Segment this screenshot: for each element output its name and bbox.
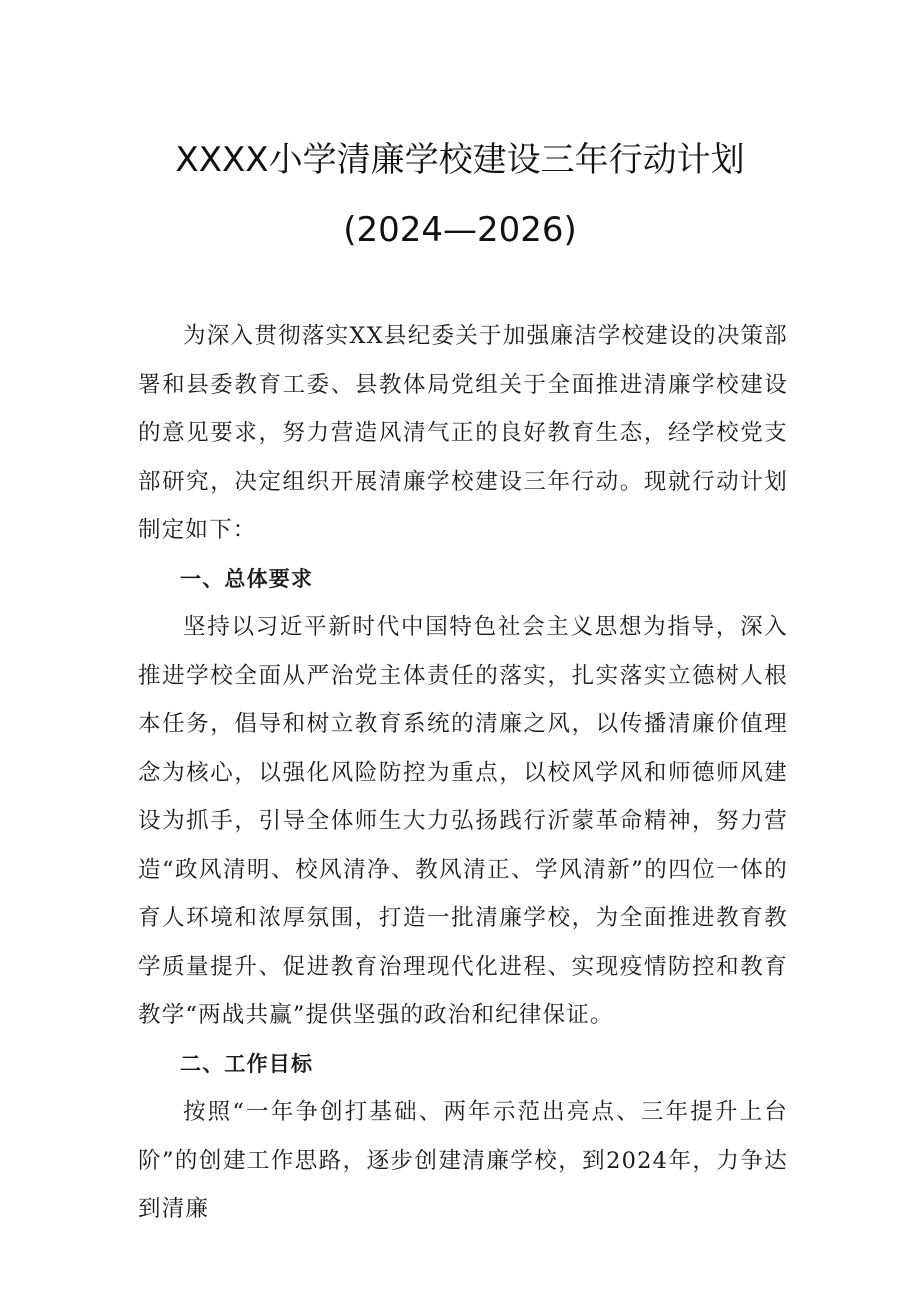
section-heading-general-requirements: 一、总体要求 (180, 566, 314, 591)
section-paragraph-work-goals: 按照“一年争创打基础、两年示范出亮点、三年提升上台阶”的创建工作思路，逐步创建清廉学校，到2024年，力争达到清廉 (138, 1099, 788, 1222)
section-heading-work-goals: 二、工作目标 (180, 1051, 314, 1076)
document-title: XXXX小学清廉学校建设三年行动计划 (175, 140, 745, 180)
document-subtitle: (2024—2026) (343, 210, 577, 250)
document-body (138, 312, 788, 1234)
intro-paragraph: 为深入贯彻落实XX县纪委关于加强廉洁学校建设的决策部署和县委教育工委、县教体局党组关于全面推进清廉学校建设的意见要求，努力营造风清气正的良好教育生态，经学校党支部研究，决定组织开展清廉学校建设三年行动。现就行动计划制定如下： (138, 323, 788, 543)
section-paragraph-general-requirements: 坚持以习近平新时代中国特色社会主义思想为指导，深入推进学校全面从严治党主体责任的落实，扎实落实立德树人根本任务，倡导和树立教育系统的清廉之风，以传播清廉价值理念为核心，以强化风险防控为重点，以校风学风和师德师风建设为抓手，引导全体师生大力弘扬践行沂蒙革命精神，努力营造“政风清明、校风清净、教风清正、学风清新”的四位一体的育人环境和浓厚氛围，打造一批清廉学校，为全面推进教育教学质量提升、促进教育治理现代化进程、实现疫情防控和教育教学“两战共赢”提供坚强的政治和纪律保证。 (138, 614, 788, 1028)
